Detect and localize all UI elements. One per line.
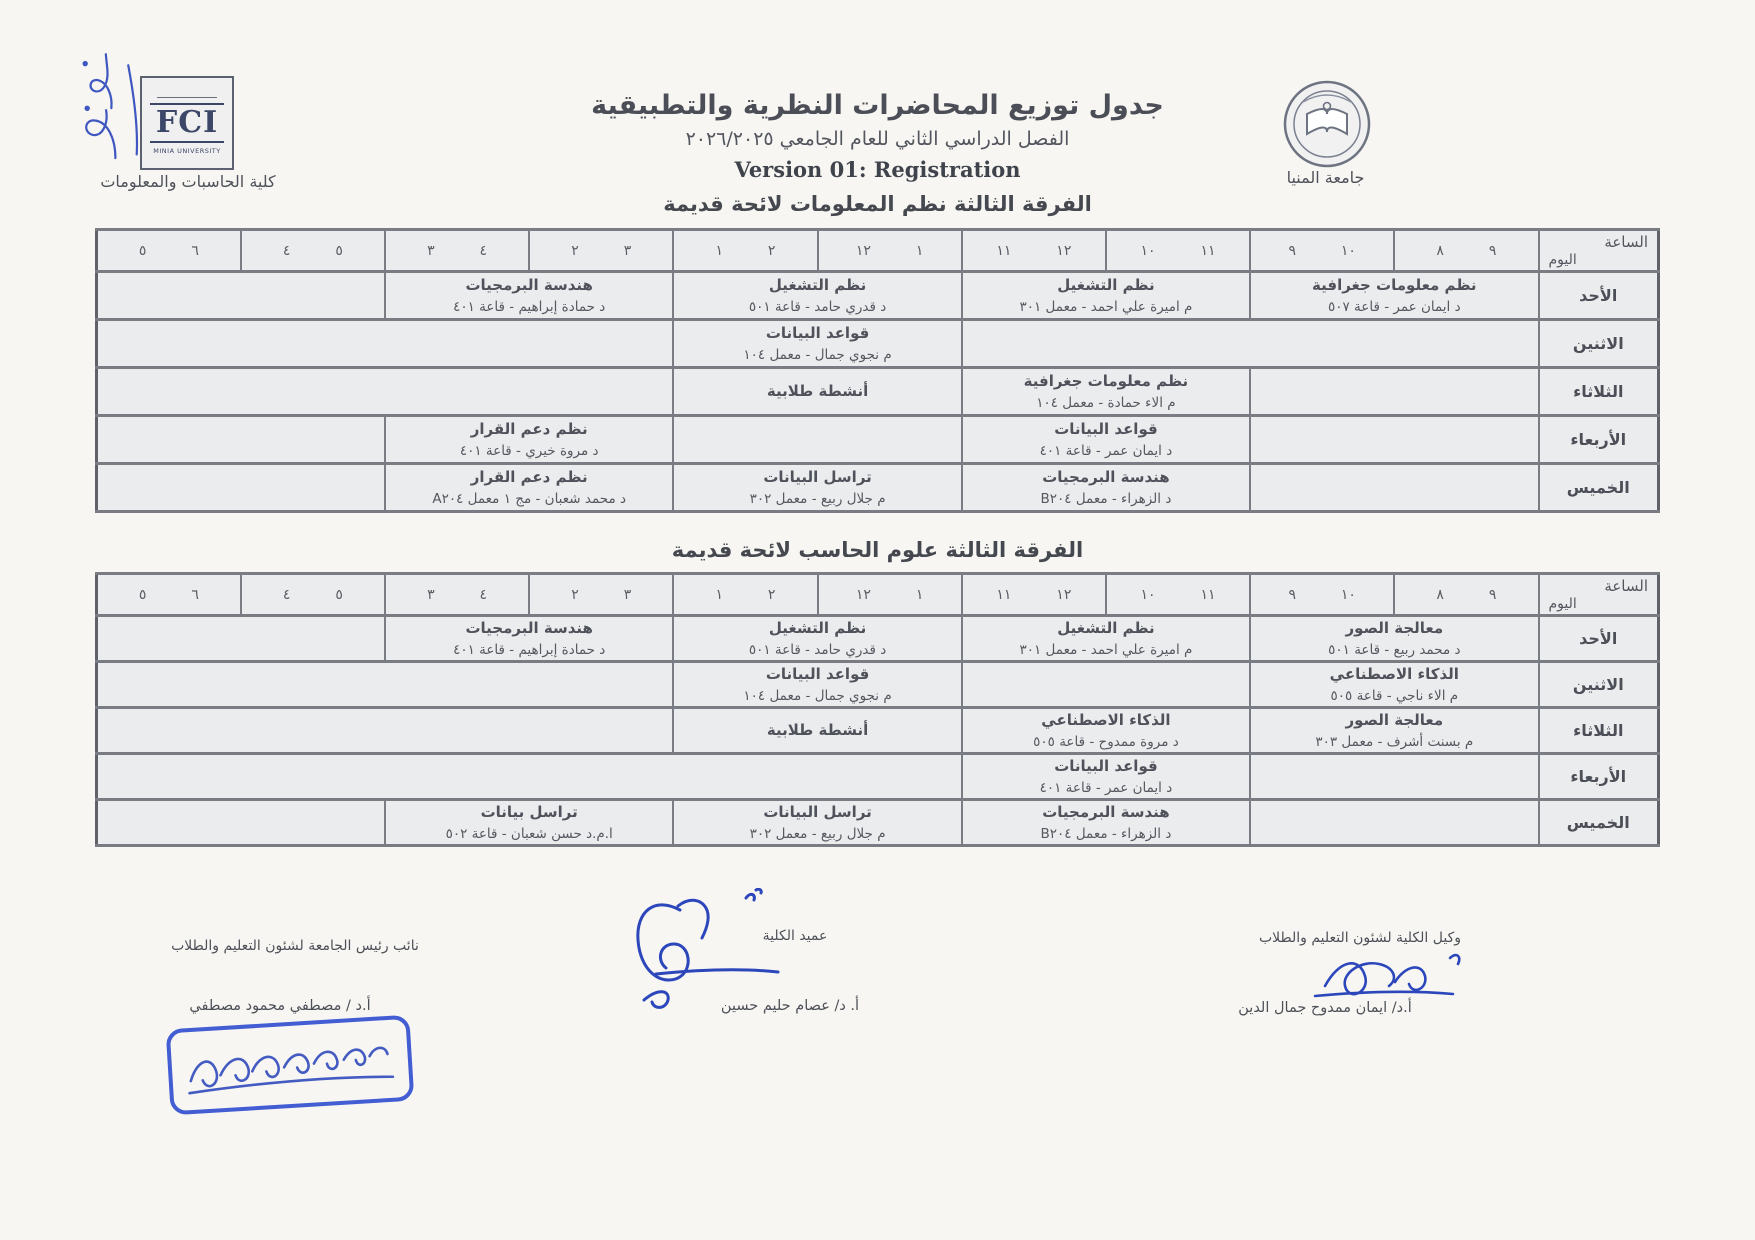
table1-title: الفرقة الثالثة نظم المعلومات لائحة قديمة [663, 192, 1092, 216]
teacher-room: م الاء ناجي - قاعة ٥٠٥ [1330, 687, 1459, 704]
empty-cell [1250, 416, 1538, 464]
teacher-room: د حمادة إبراهيم - قاعة ٤٠١ [453, 298, 606, 315]
empty-cell [1250, 754, 1538, 800]
day-label: الأربعاء [1539, 754, 1659, 800]
teacher-room: د الزهراء - معمل B٢٠٤ [1040, 490, 1172, 507]
schedule-cell [673, 464, 961, 512]
teacher-room: م الاء حمادة - معمل ١٠٤ [1036, 394, 1176, 411]
empty-cell [97, 708, 674, 754]
university-label: جامعة المنيا [1286, 168, 1365, 187]
schedule-cell [385, 416, 673, 464]
teacher-room: د محمد شعبان - مج ١ معمل A٢٠٤ [432, 490, 627, 507]
course-name: نظم التشغيل [768, 276, 867, 295]
schedule-table [95, 572, 1660, 847]
time-slot: ١٠ ٩ [1250, 230, 1394, 272]
time-slot: ٢ ١ [673, 574, 817, 616]
day-label: الخميس [1539, 800, 1659, 846]
corner-cell [1539, 574, 1659, 616]
corner-cell [1539, 230, 1659, 272]
time-slot: ٩ ٨ [1394, 574, 1538, 616]
empty-cell [1250, 464, 1538, 512]
empty-cell [97, 800, 386, 846]
schedule-cell [673, 320, 961, 368]
teacher-room: د محمد ربيع - قاعة ٥٠١ [1328, 641, 1461, 658]
time-slot: ٦ ٥ [97, 574, 241, 616]
time-slot: ١ ١٢ [818, 230, 962, 272]
course-name: نظم التشغيل [768, 619, 867, 638]
schedule-cell [962, 368, 1250, 416]
day-label: الأحد [1539, 272, 1659, 320]
course-name: قواعد البيانات [1054, 420, 1158, 439]
course-name: أنشطة طلابية [766, 721, 869, 740]
day-label: الاثنين [1539, 320, 1659, 368]
course-name: أنشطة طلابية [766, 382, 869, 401]
dean-title: عميد الكلية [762, 928, 828, 944]
day-label: الأربعاء [1539, 416, 1659, 464]
schedule-cell [673, 800, 961, 846]
schedule-cell [962, 416, 1250, 464]
vice-dean-name: أ.د/ ايمان ممدوح جمال الدين [1238, 1000, 1412, 1016]
time-slot: ١٢ ١١ [962, 230, 1106, 272]
time-slot: ٢ ١ [673, 230, 817, 272]
course-name: نظم معلومات جغرافية [1312, 276, 1477, 295]
corner-hour-label: الساعة [1604, 577, 1648, 595]
time-slot: ١٢ ١١ [962, 574, 1106, 616]
schedule-table [95, 228, 1660, 513]
teacher-room: د ايمان عمر - قاعة ٤٠١ [1039, 442, 1173, 459]
teacher-room: م نجوي جمال - معمل ١٠٤ [743, 346, 892, 363]
day-label: الاثنين [1539, 662, 1659, 708]
teacher-room: د ايمان عمر - قاعة ٤٠١ [1039, 779, 1173, 796]
course-name: هندسة البرمجيات [465, 619, 593, 638]
course-name: هندسة البرمجيات [1042, 803, 1170, 822]
teacher-room: د ايمان عمر - قاعة ٥٠٧ [1328, 298, 1461, 315]
empty-cell [962, 662, 1250, 708]
course-name: قواعد البيانات [765, 665, 870, 684]
teacher-room: د قدري حامد - قاعة ٥٠١ [748, 298, 887, 315]
corner-hour-label: الساعة [1604, 233, 1648, 251]
empty-cell [962, 320, 1539, 368]
schedule-cell [1250, 708, 1538, 754]
vice-president-title: نائب رئيس الجامعة لشئون التعليم والطلاب [171, 938, 419, 954]
course-name: نظم دعم القرار [470, 468, 588, 487]
time-slot: ١٠ ٩ [1250, 574, 1394, 616]
information-systems-schedule [95, 228, 1660, 513]
time-slot: ١١ ١٠ [1106, 574, 1250, 616]
day-label: الخميس [1539, 464, 1659, 512]
schedule-cell [385, 800, 673, 846]
time-slot: ٩ ٨ [1394, 230, 1538, 272]
day-label: الأحد [1539, 616, 1659, 662]
day-label: الثلاثاء [1539, 708, 1659, 754]
empty-cell [97, 616, 386, 662]
page-title: جدول توزيع المحاضرات النظرية والتطبيقية [591, 90, 1164, 121]
schedule-cell [673, 708, 961, 754]
time-slot: ٣ ٢ [529, 574, 673, 616]
fci-logo-letters: FCI [150, 103, 224, 143]
dean-name: أ. د/ عصام حليم حسين [720, 998, 860, 1014]
empty-cell [97, 464, 386, 512]
empty-cell [97, 416, 386, 464]
teacher-room: د مروة خيري - قاعة ٤٠١ [459, 442, 599, 459]
schedule-cell [673, 368, 961, 416]
course-name: هندسة البرمجيات [465, 276, 593, 295]
course-name: تراسل البيانات [763, 803, 872, 822]
teacher-room: ا.م.د حسن شعبان - قاعة ٥٠٢ [445, 825, 613, 842]
time-slot: ٥ ٤ [241, 230, 385, 272]
schedule-cell [962, 464, 1250, 512]
vice-dean-title: وكيل الكلية لشئون التعليم والطلاب [1258, 930, 1462, 946]
time-slot: ٥ ٤ [241, 574, 385, 616]
schedule-cell [385, 272, 673, 320]
time-slot: ٤ ٣ [385, 574, 529, 616]
time-slot: ٣ ٢ [529, 230, 673, 272]
schedule-cell [673, 662, 961, 708]
course-name: نظم التشغيل [1057, 276, 1155, 295]
corner-day-label: اليوم [1548, 252, 1577, 268]
teacher-room: م جلال ربيع - معمل ٣٠٢ [749, 490, 886, 507]
computer-science-schedule [95, 572, 1660, 847]
course-name: هندسة البرمجيات [1042, 468, 1170, 487]
faculty-label: كلية الحاسبات والمعلومات [100, 172, 276, 191]
schedule-cell [385, 616, 673, 662]
course-name: معالجة الصور [1345, 711, 1444, 730]
schedule-cell [673, 616, 961, 662]
course-name: تراسل البيانات [763, 468, 872, 487]
day-label: الثلاثاء [1539, 368, 1659, 416]
stamp-signature [178, 1028, 401, 1101]
empty-cell [673, 416, 961, 464]
corner-day-label: اليوم [1548, 596, 1577, 612]
teacher-room: م بسنت أشرف - معمل ٣٠٣ [1315, 733, 1474, 750]
course-name: معالجة الصور [1345, 619, 1444, 638]
teacher-room: د قدري حامد - قاعة ٥٠١ [748, 641, 887, 658]
schedule-cell [962, 800, 1250, 846]
fci-logo-caption: MINIA UNIVERSITY [153, 147, 221, 155]
teacher-room: م اميرة علي احمد - معمل ٣٠١ [1019, 641, 1193, 658]
time-slot: ٤ ٣ [385, 230, 529, 272]
table2-title: الفرقة الثالثة علوم الحاسب لائحة قديمة [671, 538, 1084, 562]
time-slot: ١١ ١٠ [1106, 230, 1250, 272]
empty-cell [97, 368, 674, 416]
schedule-cell [385, 464, 673, 512]
schedule-cell [962, 616, 1250, 662]
teacher-room: م جلال ربيع - معمل ٣٠٢ [749, 825, 886, 842]
course-name: الذكاء الاصطناعي [1041, 711, 1171, 730]
course-name: الذكاء الاصطناعي [1329, 665, 1459, 684]
empty-cell [97, 662, 674, 708]
empty-cell [1250, 368, 1538, 416]
schedule-cell [673, 272, 961, 320]
version-label: Version 01: Registration [734, 157, 1021, 182]
schedule-cell [962, 272, 1250, 320]
teacher-room: م نجوي جمال - معمل ١٠٤ [743, 687, 892, 704]
empty-cell [1250, 800, 1538, 846]
time-slot: ٦ ٥ [97, 230, 241, 272]
schedule-cell [962, 754, 1250, 800]
vice-dean-signature [1300, 938, 1470, 1008]
course-name: قواعد البيانات [765, 324, 870, 343]
schedule-cell [1250, 662, 1538, 708]
schedule-cell [1250, 616, 1538, 662]
course-name: نظم معلومات جغرافية [1023, 372, 1189, 391]
teacher-room: د الزهراء - معمل B٢٠٤ [1040, 825, 1172, 842]
course-name: نظم دعم القرار [470, 420, 588, 439]
empty-cell [97, 754, 962, 800]
course-name: تراسل بيانات [480, 803, 578, 822]
schedule-cell [962, 708, 1250, 754]
course-name: نظم التشغيل [1057, 619, 1155, 638]
course-name: قواعد البيانات [1054, 757, 1158, 776]
teacher-room: د مروة ممدوح - قاعة ٥٠٥ [1033, 733, 1179, 750]
approval-stamp [166, 1015, 415, 1116]
teacher-room: م اميرة علي احمد - معمل ٣٠١ [1019, 298, 1193, 315]
empty-cell [97, 272, 386, 320]
page-subtitle: الفصل الدراسي الثاني للعام الجامعي ٢٠٢٦/٢٠٢٥ [685, 128, 1070, 150]
vice-president-name: أ.د / مصطفي محمود مصطفي [189, 998, 371, 1014]
schedule-cell [1250, 272, 1538, 320]
empty-cell [97, 320, 674, 368]
time-slot: ١ ١٢ [818, 574, 962, 616]
teacher-room: د حمادة إبراهيم - قاعة ٤٠١ [453, 641, 606, 658]
